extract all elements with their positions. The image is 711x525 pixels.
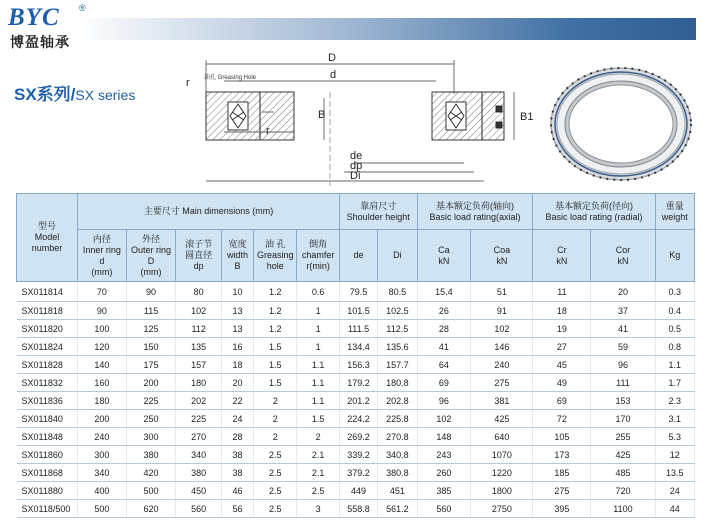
table-cell: 380.8 <box>378 464 417 482</box>
table-cell: 379.2 <box>339 464 377 482</box>
table-cell: 49 <box>533 374 591 392</box>
header-Ca: Ca kN <box>417 230 471 282</box>
table-cell: 185 <box>533 464 591 482</box>
header-shoulder-height: 靠肩尺寸 Shoulder height <box>339 194 417 230</box>
table-cell: 5.3 <box>655 428 694 446</box>
table-cell: 2.5 <box>253 500 296 518</box>
bearing-cross-section-drawing <box>184 48 534 188</box>
model-number-cell: SX011820 <box>17 320 78 338</box>
table-cell: 720 <box>591 482 655 500</box>
model-number-cell: SX011832 <box>17 374 78 392</box>
model-number-cell: SX0118/500 <box>17 500 78 518</box>
table-cell: 175 <box>126 356 176 374</box>
table-cell: 2750 <box>471 500 533 518</box>
dim-label-Di: Di <box>350 170 361 182</box>
table-cell: 500 <box>126 482 176 500</box>
table-cell: 449 <box>339 482 377 500</box>
table-cell: 180 <box>78 392 127 410</box>
header-Cor: Cor kN <box>591 230 655 282</box>
table-cell: 102.5 <box>378 302 417 320</box>
table-row <box>17 482 695 500</box>
dim-label-d: d <box>330 69 337 81</box>
table-cell: 179.2 <box>339 374 377 392</box>
table-cell: 380 <box>126 446 176 464</box>
table-cell: 28 <box>221 428 253 446</box>
table-cell: 148 <box>417 428 471 446</box>
table-cell: 300 <box>78 446 127 464</box>
table-cell: 2 <box>297 428 339 446</box>
table-cell: 156.3 <box>339 356 377 374</box>
table-cell: 240 <box>471 356 533 374</box>
table-cell: 134.4 <box>339 338 377 356</box>
model-number-cell: SX011814 <box>17 282 78 302</box>
header-outer-ring: 外径 Outer ring D (mm) <box>126 230 176 282</box>
table-cell: 243 <box>417 446 471 464</box>
header-Di: Di <box>378 230 417 282</box>
table-cell: 0.8 <box>655 338 694 356</box>
table-cell: 2.5 <box>253 446 296 464</box>
table-body <box>17 282 695 518</box>
model-number-cell: SX011836 <box>17 392 78 410</box>
table-cell: 18 <box>221 356 253 374</box>
model-number-cell: SX011860 <box>17 446 78 464</box>
table-cell: 157 <box>176 356 222 374</box>
table-cell: 3.1 <box>655 410 694 428</box>
table-cell: 56 <box>221 500 253 518</box>
table-cell: 0.6 <box>297 282 339 302</box>
table-cell: 2.5 <box>253 464 296 482</box>
header-weight: 重量 weight <box>655 194 694 230</box>
table-cell: 240 <box>78 428 127 446</box>
table-cell: 20 <box>591 282 655 302</box>
table-cell: 0.4 <box>655 302 694 320</box>
table-cell: 1.2 <box>253 320 296 338</box>
header-gradient-bar <box>78 18 696 40</box>
table-cell: 340.8 <box>378 446 417 464</box>
table-cell: 10 <box>221 282 253 302</box>
table-cell: 80.5 <box>378 282 417 302</box>
table-cell: 269.2 <box>339 428 377 446</box>
table-cell: 90 <box>78 302 127 320</box>
table-row <box>17 392 695 410</box>
table-cell: 180.8 <box>378 374 417 392</box>
logo-text: BYC <box>8 4 60 31</box>
header-Cr: Cr kN <box>533 230 591 282</box>
table-cell: 1 <box>297 338 339 356</box>
table-cell: 160 <box>78 374 127 392</box>
header-radial-load: 基本额定负荷(径向) Basic load rating (radial) <box>533 194 655 230</box>
table-cell: 111.5 <box>339 320 377 338</box>
table-cell: 96 <box>417 392 471 410</box>
table-cell: 79.5 <box>339 282 377 302</box>
table-cell: 450 <box>176 482 222 500</box>
table-cell: 12 <box>655 446 694 464</box>
table-cell: 425 <box>591 446 655 464</box>
table-cell: 150 <box>126 338 176 356</box>
table-cell: 102 <box>176 302 222 320</box>
table-cell: 24 <box>655 482 694 500</box>
table-cell: 15.4 <box>417 282 471 302</box>
table-cell: 90 <box>126 282 176 302</box>
model-number-cell: SX011824 <box>17 338 78 356</box>
table-cell: 420 <box>126 464 176 482</box>
table-cell: 560 <box>417 500 471 518</box>
table-cell: 19 <box>533 320 591 338</box>
table-cell: 300 <box>126 428 176 446</box>
model-number-cell: SX011868 <box>17 464 78 482</box>
table-cell: 1 <box>297 320 339 338</box>
table-cell: 1220 <box>471 464 533 482</box>
table-cell: 146 <box>471 338 533 356</box>
table-cell: 2.5 <box>297 482 339 500</box>
model-number-cell: SX011840 <box>17 410 78 428</box>
bearing-photo <box>546 56 696 186</box>
table-cell: 1.1 <box>297 392 339 410</box>
table-cell: 202 <box>176 392 222 410</box>
table-cell: 451 <box>378 482 417 500</box>
table-cell: 425 <box>471 410 533 428</box>
table-cell: 13 <box>221 320 253 338</box>
header-Coa: Coa kN <box>471 230 533 282</box>
dim-label-r-bottom: r <box>266 125 270 137</box>
table-cell: 1.5 <box>253 356 296 374</box>
table-cell: 80 <box>176 282 222 302</box>
table-cell: 102 <box>417 410 471 428</box>
table-cell: 69 <box>533 392 591 410</box>
table-row <box>17 302 695 320</box>
table-cell: 24 <box>221 410 253 428</box>
model-number-cell: SX011828 <box>17 356 78 374</box>
header-axial-load: 基本额定负荷(轴向) Basic load rating(axial) <box>417 194 533 230</box>
table-cell: 41 <box>417 338 471 356</box>
table-cell: 140 <box>78 356 127 374</box>
table-cell: 22 <box>221 392 253 410</box>
table-cell: 225.8 <box>378 410 417 428</box>
table-cell: 2.1 <box>297 446 339 464</box>
specification-table <box>16 193 695 518</box>
table-cell: 2.3 <box>655 392 694 410</box>
table-cell: 153 <box>591 392 655 410</box>
table-row <box>17 464 695 482</box>
table-cell: 44 <box>655 500 694 518</box>
header-chamfer: 倒角 chamfer r(min) <box>297 230 339 282</box>
series-title-cn: SX系列/ <box>14 85 76 104</box>
table-cell: 72 <box>533 410 591 428</box>
table-cell: 2.5 <box>253 482 296 500</box>
table-cell: 560 <box>176 500 222 518</box>
table-cell: 395 <box>533 500 591 518</box>
table-cell: 115 <box>126 302 176 320</box>
table-cell: 41 <box>591 320 655 338</box>
table-cell: 225 <box>126 392 176 410</box>
table-cell: 2 <box>253 428 296 446</box>
table-cell: 16 <box>221 338 253 356</box>
table-cell: 1070 <box>471 446 533 464</box>
table-cell: 1.7 <box>655 374 694 392</box>
table-row <box>17 500 695 518</box>
grease-hole-label: 油孔 Greasing Hole <box>204 75 257 81</box>
table-row <box>17 428 695 446</box>
table-cell: 202.8 <box>378 392 417 410</box>
model-number-cell: SX011880 <box>17 482 78 500</box>
table-cell: 270.8 <box>378 428 417 446</box>
table-row <box>17 356 695 374</box>
table-cell: 0.3 <box>655 282 694 302</box>
table-cell: 275 <box>533 482 591 500</box>
table-cell: 260 <box>417 464 471 482</box>
table-cell: 38 <box>221 446 253 464</box>
table-cell: 485 <box>591 464 655 482</box>
table-cell: 2 <box>253 410 296 428</box>
table-cell: 1.1 <box>297 374 339 392</box>
series-title <box>14 80 135 105</box>
table-cell: 558.8 <box>339 500 377 518</box>
table-cell: 120 <box>78 338 127 356</box>
dim-label-B1: B1 <box>520 111 534 123</box>
table-cell: 101.5 <box>339 302 377 320</box>
table-cell: 1.5 <box>253 338 296 356</box>
table-cell: 51 <box>471 282 533 302</box>
table-cell: 270 <box>176 428 222 446</box>
header-de: de <box>339 230 377 282</box>
table-row <box>17 446 695 464</box>
table-cell: 69 <box>417 374 471 392</box>
table-cell: 135 <box>176 338 222 356</box>
table-cell: 26 <box>417 302 471 320</box>
table-cell: 1 <box>297 302 339 320</box>
table-cell: 28 <box>417 320 471 338</box>
header-model: 型号 Model number <box>17 194 78 282</box>
table-cell: 1.5 <box>253 374 296 392</box>
table-cell: 125 <box>126 320 176 338</box>
header-kg: Kg <box>655 230 694 282</box>
header-inner-ring: 内径 Inner ring d (mm) <box>78 230 127 282</box>
table-cell: 112.5 <box>378 320 417 338</box>
table-cell: 173 <box>533 446 591 464</box>
table-cell: 1800 <box>471 482 533 500</box>
header-main-dimensions: 主要尺寸 Main dimensions (mm) <box>78 194 340 230</box>
dim-label-dp: dp <box>350 160 363 172</box>
table-cell: 275 <box>471 374 533 392</box>
table-cell: 500 <box>78 500 127 518</box>
table-cell: 20 <box>221 374 253 392</box>
header-width: 宽度 width B <box>221 230 253 282</box>
table-cell: 18 <box>533 302 591 320</box>
table-cell: 27 <box>533 338 591 356</box>
table-cell: 180 <box>176 374 222 392</box>
table-row <box>17 374 695 392</box>
table-cell: 381 <box>471 392 533 410</box>
table-cell: 3 <box>297 500 339 518</box>
table-cell: 64 <box>417 356 471 374</box>
table-cell: 400 <box>78 482 127 500</box>
table-cell: 250 <box>126 410 176 428</box>
table-cell: 201.2 <box>339 392 377 410</box>
table-cell: 255 <box>591 428 655 446</box>
table-row <box>17 410 695 428</box>
table-cell: 102 <box>471 320 533 338</box>
table-cell: 45 <box>533 356 591 374</box>
table-cell: 380 <box>176 464 222 482</box>
table-cell: 13.5 <box>655 464 694 482</box>
table-cell: 135.6 <box>378 338 417 356</box>
table-cell: 200 <box>126 374 176 392</box>
table-row <box>17 338 695 356</box>
table-cell: 1.5 <box>297 410 339 428</box>
table-cell: 1100 <box>591 500 655 518</box>
table-cell: 200 <box>78 410 127 428</box>
table-row <box>17 282 695 302</box>
table-cell: 38 <box>221 464 253 482</box>
registered-mark: ® <box>79 3 86 13</box>
table-cell: 0.5 <box>655 320 694 338</box>
table-cell: 37 <box>591 302 655 320</box>
table-cell: 112 <box>176 320 222 338</box>
dim-label-D: D <box>328 52 336 64</box>
header-greasing-hole: 油 孔 Greasing hole <box>253 230 296 282</box>
table-cell: 157.7 <box>378 356 417 374</box>
header-pitch-diameter: 滚子节 圆直径 dp <box>176 230 222 282</box>
table-cell: 340 <box>78 464 127 482</box>
table-cell: 340 <box>176 446 222 464</box>
brand-chinese-name: 博盈轴承 <box>10 34 70 50</box>
table-cell: 111 <box>591 374 655 392</box>
table-cell: 100 <box>78 320 127 338</box>
table-cell: 91 <box>471 302 533 320</box>
table-cell: 1.1 <box>655 356 694 374</box>
table-cell: 59 <box>591 338 655 356</box>
table-cell: 96 <box>591 356 655 374</box>
dim-label-de: de <box>350 150 363 162</box>
table-cell: 1.2 <box>253 302 296 320</box>
model-number-cell: SX011818 <box>17 302 78 320</box>
table-cell: 640 <box>471 428 533 446</box>
table-cell: 1.1 <box>297 356 339 374</box>
table-cell: 385 <box>417 482 471 500</box>
model-number-cell: SX011848 <box>17 428 78 446</box>
table-cell: 46 <box>221 482 253 500</box>
table-cell: 339.2 <box>339 446 377 464</box>
table-cell: 105 <box>533 428 591 446</box>
table-cell: 224.2 <box>339 410 377 428</box>
dim-label-B: B <box>318 109 326 121</box>
table-cell: 2 <box>253 392 296 410</box>
table-cell: 225 <box>176 410 222 428</box>
dim-label-r-top: r <box>186 77 190 89</box>
table-cell: 2.1 <box>297 464 339 482</box>
table-cell: 1.2 <box>253 282 296 302</box>
table-cell: 11 <box>533 282 591 302</box>
table-cell: 70 <box>78 282 127 302</box>
table-row <box>17 320 695 338</box>
table-cell: 170 <box>591 410 655 428</box>
table-cell: 561.2 <box>378 500 417 518</box>
table-cell: 620 <box>126 500 176 518</box>
series-title-en: SX series <box>75 87 136 103</box>
table-cell: 13 <box>221 302 253 320</box>
